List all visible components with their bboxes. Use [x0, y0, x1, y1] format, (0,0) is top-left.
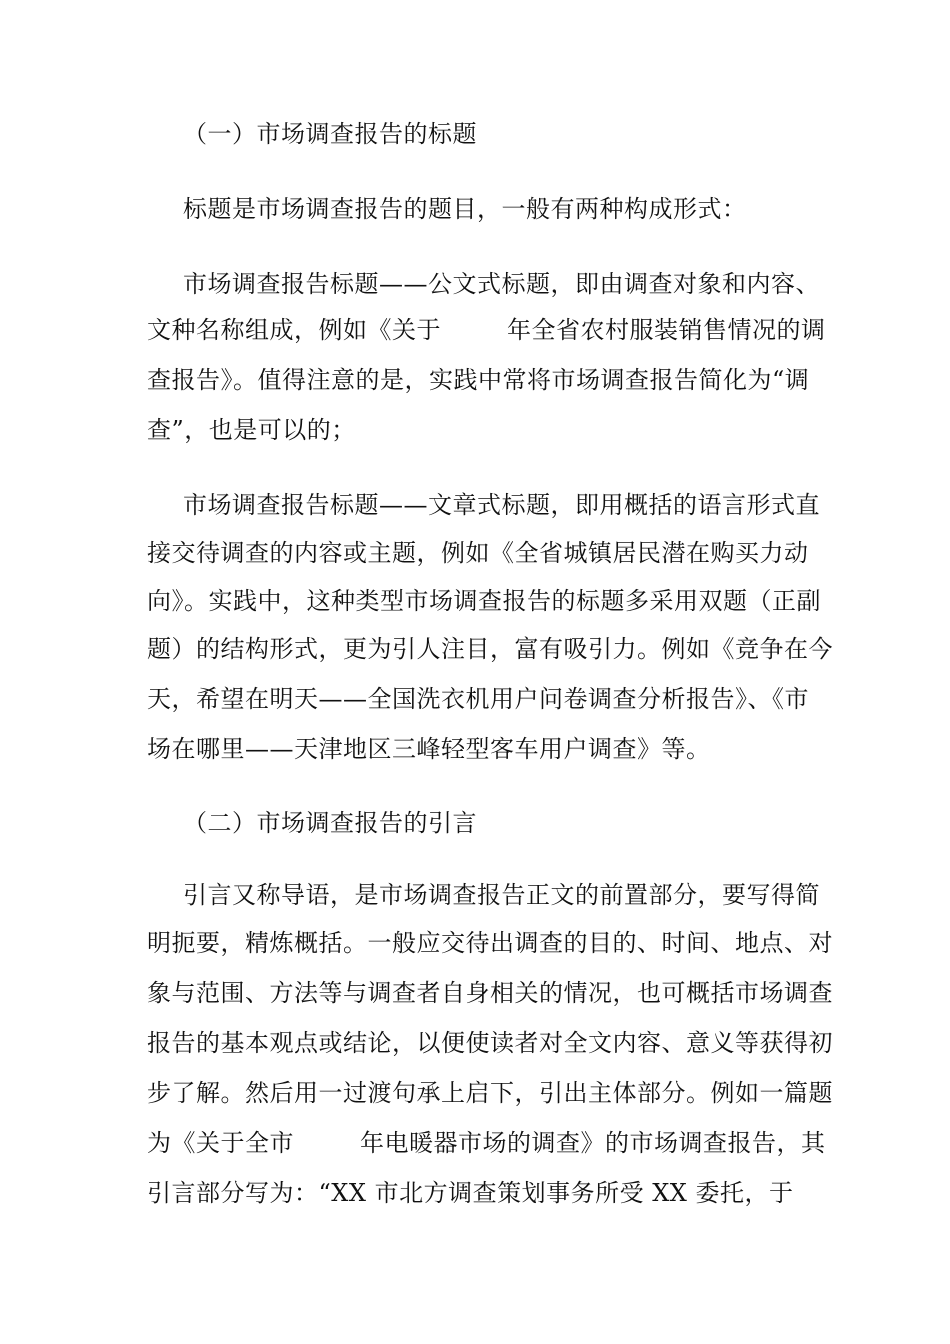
section-heading-intro: （二）市场调查报告的引言 [183, 809, 477, 837]
text-fragment: 年电暖器市场的调查》的市场调查报告，其 [360, 1129, 826, 1157]
paragraph-line: 向》。实践中，这种类型市场调查报告的标题多采用双题（正副 [147, 587, 821, 615]
paragraph-line: 接交待调查的内容或主题，例如《全省城镇居民潜在购买力动 [147, 539, 809, 567]
paragraph-line: 引言又称导语，是市场调查报告正文的前置部分，要写得简 [183, 881, 820, 909]
paragraph-line [147, 1127, 826, 1159]
paragraph-line [147, 314, 826, 346]
paragraph-line: 引言部分写为：“XX 市北方调查策划事务所受 XX 委托，于 [147, 1179, 794, 1207]
paragraph-line: 报告的基本观点或结论，以便使读者对全文内容、意义等获得初 [147, 1029, 833, 1057]
paragraph-line: 查”，也是可以的； [147, 416, 356, 444]
paragraph-line: 场在哪里——天津地区三峰轻型客车用户调查》等。 [147, 735, 711, 763]
paragraph-line: 象与范围、方法等与调查者自身相关的情况，也可概括市场调查 [147, 979, 833, 1007]
paragraph-line: 查报告》。值得注意的是，实践中常将市场调查报告简化为“调 [147, 366, 810, 394]
text-fragment: 为《关于全市 [147, 1129, 294, 1157]
paragraph-line: 市场调查报告标题——文章式标题，即用概括的语言形式直 [183, 491, 820, 519]
text-fragment: 年全省农村服装销售情况的调 [507, 316, 826, 344]
paragraph-line: 天，希望在明天——全国洗衣机用户问卷调查分析报告》、《市 [147, 685, 809, 713]
paragraph-line: 题）的结构形式，更为引人注目，富有吸引力。例如《竞争在今 [147, 635, 833, 663]
text-fragment: 文种名称组成，例如《关于 [147, 316, 441, 344]
paragraph-line: 步了解。然后用一过渡句承上启下，引出主体部分。例如一篇题 [147, 1079, 833, 1107]
paragraph-line: 市场调查报告标题——公文式标题，即由调查对象和内容、 [183, 270, 820, 298]
paragraph-line: 明扼要，精炼概括。一般应交待出调查的目的、时间、地点、对 [147, 929, 833, 957]
paragraph-line: 标题是市场调查报告的题目，一般有两种构成形式： [183, 195, 747, 223]
section-heading-title: （一）市场调查报告的标题 [183, 120, 477, 148]
